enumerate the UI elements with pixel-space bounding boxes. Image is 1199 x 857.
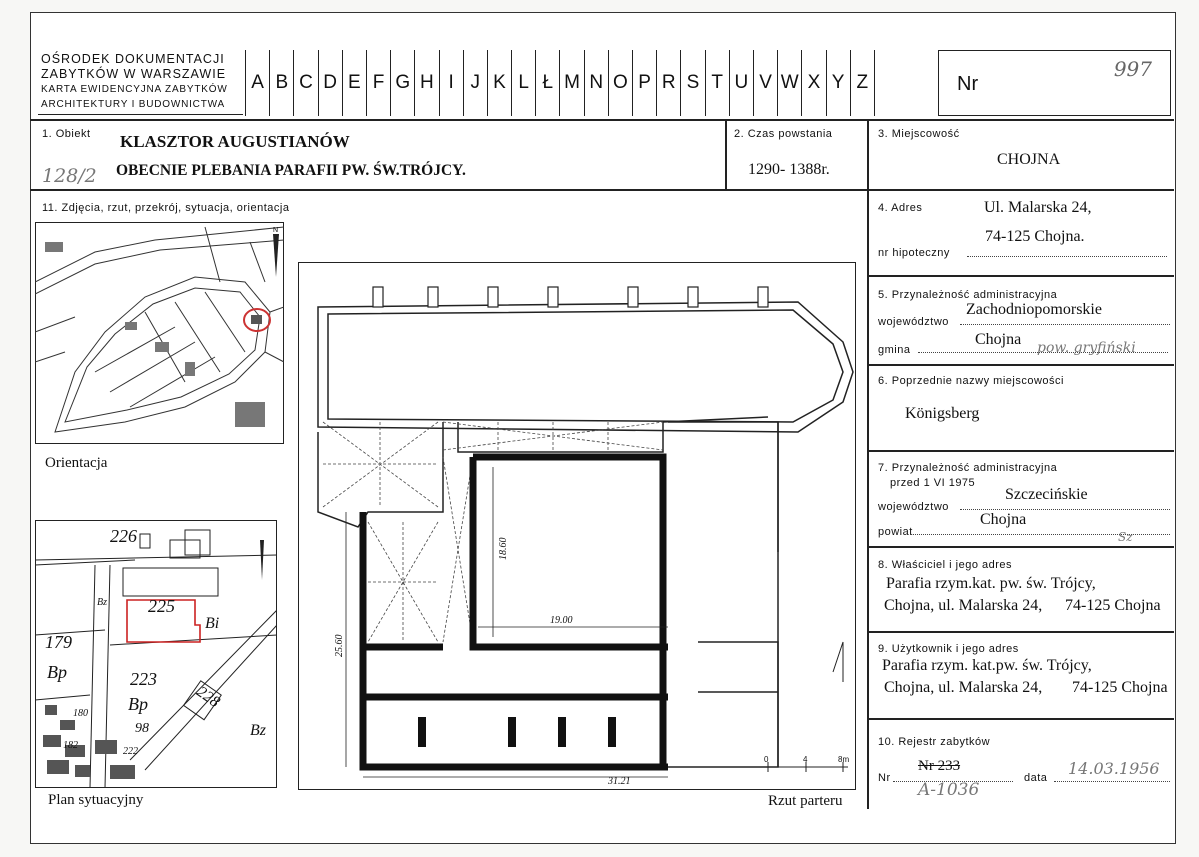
rejestr-data-hw: 14.03.1956 bbox=[1068, 759, 1160, 778]
divider-v2 bbox=[867, 119, 869, 809]
letter-cell-2: C bbox=[294, 50, 318, 116]
letter-cell-10: K bbox=[488, 50, 512, 116]
divider-r2 bbox=[867, 364, 1174, 366]
plan-label-222: 222 bbox=[123, 746, 138, 757]
uzytkownik-line2: Chojna, ul. Malarska 24, bbox=[884, 679, 1043, 696]
ground-floor-plan bbox=[298, 262, 856, 790]
site-plan-caption: Plan sytuacyjny bbox=[48, 792, 144, 808]
przynaleznosc-woj-label: województwo bbox=[878, 316, 949, 328]
rejestr-nr-value: Nr 233 bbox=[918, 758, 961, 774]
orientation-map bbox=[35, 222, 284, 444]
letter-cell-25: Z bbox=[851, 50, 875, 116]
poprzednie-value: Königsberg bbox=[905, 405, 980, 422]
letter-cell-8: I bbox=[440, 50, 464, 116]
plan-label-228: 228 bbox=[193, 683, 223, 711]
rejestr-label: 10. Rejestr zabytków bbox=[878, 736, 991, 748]
rzut-dim-19-00: 19.00 bbox=[550, 615, 573, 626]
institution-line-2: ZABYTKÓW W WARSZAWIE bbox=[41, 67, 227, 81]
letter-cell-15: O bbox=[609, 50, 633, 116]
plan-label-223: 223 bbox=[130, 669, 157, 689]
rzut-dim-25-60: 25.60 bbox=[334, 634, 345, 657]
divider-r4 bbox=[867, 546, 1174, 548]
plan-label-bz-2: Bz bbox=[250, 722, 266, 739]
uzytkownik-line2b: 74-125 Chojna bbox=[1072, 679, 1168, 696]
letter-cell-1: B bbox=[270, 50, 294, 116]
plan-label-179: 179 bbox=[45, 632, 72, 652]
plan-label-226: 226 bbox=[110, 526, 137, 546]
letter-cell-22: W bbox=[778, 50, 802, 116]
letter-cell-4: E bbox=[343, 50, 367, 116]
institution-line-1: OŚRODEK DOKUMENTACJI bbox=[41, 52, 225, 66]
rejestr-nr-label: Nr bbox=[878, 772, 891, 784]
plan-label-182: 182 bbox=[63, 740, 78, 751]
rzut-dim-31-21: 31.21 bbox=[608, 776, 631, 787]
przed1975-label2: przed 1 VI 1975 bbox=[890, 477, 976, 489]
przed1975-powiat-field bbox=[910, 534, 1170, 535]
divider-r1 bbox=[867, 275, 1174, 277]
nr-handwritten: 997 bbox=[1113, 57, 1152, 81]
czas-value: 1290- 1388r. bbox=[748, 161, 830, 178]
site-plan bbox=[35, 520, 277, 788]
plan-label-bp-2: Bp bbox=[128, 694, 148, 714]
scale-0: 0 bbox=[764, 755, 769, 764]
nr-label: Nr bbox=[957, 73, 979, 95]
uzytkownik-line1: Parafia rzym. kat.pw. św. Trójcy, bbox=[882, 657, 1092, 674]
wlasciciel-label: 8. Właściciel i jego adres bbox=[878, 559, 1013, 571]
letter-cell-13: M bbox=[560, 50, 584, 116]
adres-label: 4. Adres bbox=[878, 202, 923, 214]
letter-cell-17: R bbox=[657, 50, 681, 116]
obiekt-name-line2: OBECNIE PLEBANIA PARAFII PW. ŚW.TRÓJCY. bbox=[116, 162, 466, 179]
uzytkownik-label: 9. Użytkownik i jego adres bbox=[878, 643, 1019, 655]
letter-cell-12: Ł bbox=[536, 50, 560, 116]
obiekt-label: 1. Obiekt bbox=[42, 128, 91, 140]
letter-index-row bbox=[245, 50, 875, 116]
divider-r5 bbox=[867, 631, 1174, 633]
przed1975-powiat-hw: Sz bbox=[1118, 530, 1133, 544]
letter-cell-19: T bbox=[706, 50, 730, 116]
plan-label-bi: Bi bbox=[205, 615, 220, 632]
adres-line2: 74-125 Chojna. bbox=[985, 228, 1085, 245]
letter-cell-11: L bbox=[512, 50, 536, 116]
letter-cell-20: U bbox=[730, 50, 754, 116]
przynaleznosc-label: 5. Przynależność administracyjna bbox=[878, 289, 1058, 301]
letter-cell-23: X bbox=[802, 50, 826, 116]
miejscowosc-value: CHOJNA bbox=[997, 151, 1061, 168]
przynaleznosc-gmina-value: Chojna bbox=[975, 331, 1022, 348]
obiekt-handwritten-ref: 128/2 bbox=[42, 165, 97, 187]
rzut-dim-18-60: 18.60 bbox=[498, 537, 509, 560]
wlasciciel-line2: Chojna, ul. Malarska 24, bbox=[884, 597, 1043, 614]
number-box bbox=[938, 50, 1171, 116]
letter-cell-7: H bbox=[415, 50, 439, 116]
svg-text:N: N bbox=[273, 227, 279, 234]
divider-row1 bbox=[30, 189, 1174, 191]
plan-label-180: 180 bbox=[73, 708, 88, 719]
plan-label-225: 225 bbox=[148, 596, 175, 616]
plan-label-bp-1: Bp bbox=[47, 662, 67, 682]
scale-8m: 8m bbox=[838, 755, 850, 764]
letter-cell-0: A bbox=[246, 50, 270, 116]
divider-header bbox=[30, 119, 1174, 121]
letter-cell-5: F bbox=[367, 50, 391, 116]
przed1975-woj-label: województwo bbox=[878, 501, 949, 513]
hipoteczny-field bbox=[967, 256, 1167, 257]
card-type-line-1: KARTA EWIDENCYJNA ZABYTKÓW bbox=[41, 84, 228, 95]
przynaleznosc-gmina-hw: pow. gryfiński bbox=[1037, 340, 1136, 356]
plan-label-98: 98 bbox=[135, 721, 149, 736]
przynaleznosc-gmina-label: gmina bbox=[878, 344, 911, 356]
divider-r3 bbox=[867, 450, 1174, 452]
czas-label: 2. Czas powstania bbox=[734, 128, 833, 140]
divider-r6 bbox=[867, 718, 1174, 720]
przynaleznosc-gmina-field bbox=[918, 352, 1168, 353]
poprzednie-label: 6. Poprzednie nazwy miejscowości bbox=[878, 375, 1064, 387]
przed1975-powiat-value: Chojna bbox=[980, 511, 1027, 528]
przed1975-label: 7. Przynależność administracyjna bbox=[878, 462, 1058, 474]
letter-cell-9: J bbox=[464, 50, 488, 116]
letter-cell-6: G bbox=[391, 50, 415, 116]
letter-cell-14: N bbox=[585, 50, 609, 116]
letter-cell-16: P bbox=[633, 50, 657, 116]
hipoteczny-label: nr hipoteczny bbox=[878, 247, 950, 259]
przed1975-woj-field bbox=[960, 509, 1170, 510]
obiekt-name-line1: KLASZTOR AUGUSTIANÓW bbox=[120, 132, 350, 151]
letter-cell-21: V bbox=[754, 50, 778, 116]
przed1975-woj-value: Szczecińskie bbox=[1005, 486, 1088, 503]
rejestr-nr-hw: A-1036 bbox=[918, 780, 980, 800]
adres-line1: Ul. Malarska 24, bbox=[984, 199, 1092, 216]
letter-cell-3: D bbox=[319, 50, 343, 116]
przynaleznosc-woj-value: Zachodniopomorskie bbox=[966, 301, 1102, 318]
letter-cell-18: S bbox=[681, 50, 705, 116]
przynaleznosc-woj-field bbox=[960, 324, 1170, 325]
rejestr-data-field bbox=[1054, 781, 1170, 782]
letter-cell-24: Y bbox=[827, 50, 851, 116]
miejscowosc-label: 3. Miejscowość bbox=[878, 128, 960, 140]
divider-v1 bbox=[725, 119, 727, 189]
wlasciciel-line1: Parafia rzym.kat. pw. św. Trójcy, bbox=[886, 575, 1096, 592]
zdjecia-label: 11. Zdjęcia, rzut, przekrój, sytuacja, orientacja bbox=[42, 202, 290, 214]
orientation-caption: Orientacja bbox=[45, 455, 108, 471]
header-underline bbox=[38, 114, 243, 115]
scale-4: 4 bbox=[803, 755, 808, 764]
institution-header bbox=[41, 52, 228, 112]
plan-label-bz-1: Bz bbox=[97, 597, 107, 608]
wlasciciel-line2b: 74-125 Chojna bbox=[1065, 597, 1161, 614]
przed1975-powiat-label: powiat bbox=[878, 526, 913, 538]
card-type-line-2: ARCHITEKTURY I BUDOWNICTWA bbox=[41, 99, 225, 110]
rejestr-data-label: data bbox=[1024, 772, 1048, 784]
rzut-caption: Rzut parteru bbox=[768, 793, 843, 809]
